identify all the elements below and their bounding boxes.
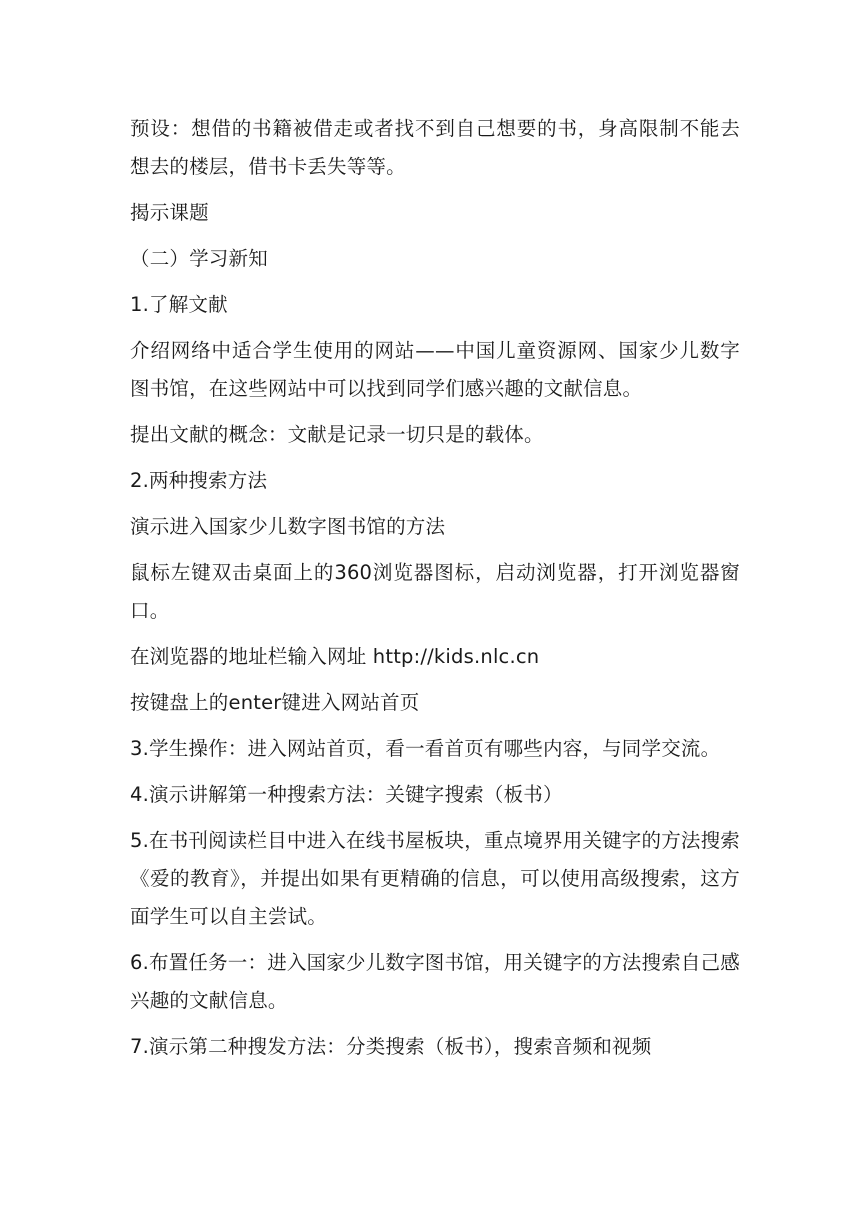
paragraph-online-bookhouse: 5.在书刊阅读栏目中进入在线书屋板块，重点境界用关键字的方法搜索《爱的教育》，并提出如果有更精确的信息，可以使用高级搜索，这方面学生可以自主尝试。: [130, 829, 741, 928]
paragraph-keyword-search-demo: 4.演示讲解第一种搜索方法：关键字搜索（板书）: [130, 783, 563, 806]
paragraph-student-operation: 3.学生操作：进入网站首页，看一看首页有哪些内容，与同学交流。: [130, 737, 721, 760]
paragraph-literature-concept: 提出文献的概念：文献是记录一切只是的载体。: [130, 423, 544, 446]
paragraph-enter-url: 在浏览器的地址栏输入网址 http://kids.nlc.cn: [130, 645, 540, 668]
paragraph-preset: 预设：想借的书籍被借走或者找不到自己想要的书，身高限制不能去想去的楼层，借书卡丢失等等。: [130, 117, 740, 178]
paragraph-category-search-demo: 7.演示第二种搜发方法：分类搜索（板书），搜索音频和视频: [130, 1035, 652, 1058]
paragraph-task-one: 6.布置任务一：进入国家少儿数字图书馆，用关键字的方法搜索自己感兴趣的文献信息。: [130, 951, 741, 1012]
paragraph-press-enter: 按键盘上的enter键进入网站首页: [130, 691, 420, 714]
paragraph-reveal-topic: 揭示课题: [130, 201, 209, 224]
paragraph-two-search-methods: 2.两种搜索方法: [130, 469, 268, 492]
section-heading-learn-new: （二）学习新知: [130, 247, 268, 270]
paragraph-demo-entry: 演示进入国家少儿数字图书馆的方法: [130, 515, 446, 538]
paragraph-understand-literature: 1.了解文献: [130, 293, 228, 316]
paragraph-launch-browser: 鼠标左键双击桌面上的360浏览器图标，启动浏览器，打开浏览器窗口。: [130, 561, 740, 622]
paragraph-introduce-websites: 介绍网络中适合学生使用的网站——中国儿童资源网、国家少儿数字图书馆，在这些网站中可以找到同学们感兴趣的文献信息。: [130, 339, 740, 400]
document-body: [130, 110, 740, 1074]
